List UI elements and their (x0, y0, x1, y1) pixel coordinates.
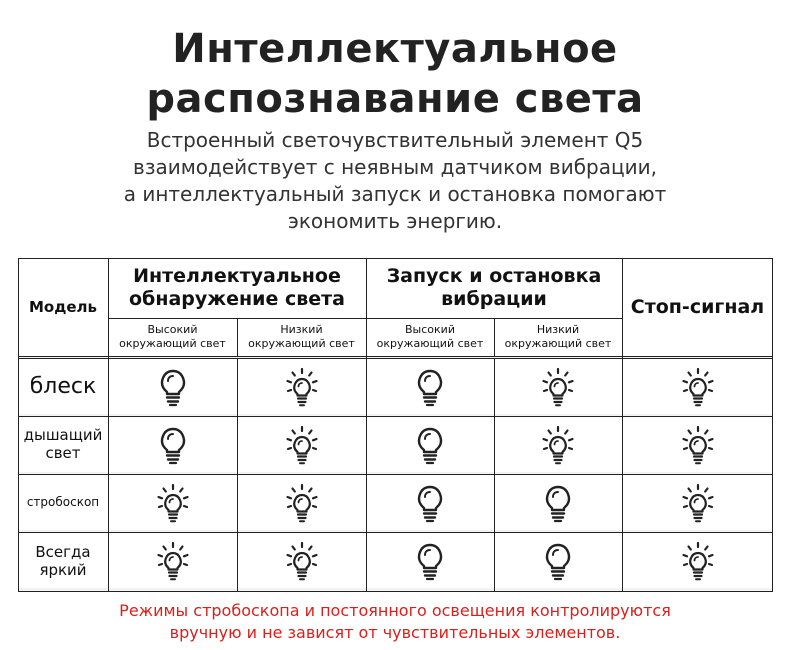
grid-line-vertical (772, 258, 773, 592)
bulb-on-icon (681, 483, 715, 523)
subheader-high-light-1: Высокий окружающий свет (119, 323, 226, 350)
grid-line-vertical (108, 258, 109, 592)
bulb-on-icon (285, 541, 319, 581)
bulb-on-icon (681, 541, 715, 581)
bulb-off-icon (413, 425, 447, 465)
bulb-off-icon (541, 483, 575, 523)
bulb-on-icon (285, 425, 319, 465)
footnote-line1: Режимы стробоскопа и постоянного освещения контролируются (119, 601, 671, 620)
grid-line-vertical (237, 358, 238, 592)
column-header-model: Модель (29, 298, 97, 316)
bulb-on-icon (156, 483, 190, 523)
grid-line-horizontal (18, 356, 773, 357)
bulb-on-icon (156, 541, 190, 581)
bulb-on-icon (681, 367, 715, 407)
grid-line-horizontal (18, 258, 773, 259)
row-label-always-bright: Всегда яркий (35, 543, 91, 579)
row-background (18, 474, 773, 530)
grid-line-horizontal (18, 358, 773, 359)
bulb-on-icon (541, 367, 575, 407)
bulb-off-icon (413, 483, 447, 523)
grid-line-vertical (237, 318, 238, 356)
grid-line-vertical (366, 258, 367, 592)
column-group-vibration: Запуск и остановка вибрации (386, 265, 602, 310)
mode-table (18, 258, 773, 592)
subheader-low-light-1: Низкий окружающий свет (248, 323, 355, 350)
grid-line-horizontal (18, 474, 773, 475)
row-background (18, 532, 773, 588)
bulb-on-icon (285, 367, 319, 407)
bulb-off-icon (156, 367, 190, 407)
page-title-line1: Интеллектуальное (172, 26, 618, 72)
bulb-off-icon (413, 541, 447, 581)
footnote-line2: вручную и не зависят от чувствительных элементов. (169, 623, 621, 642)
column-header-stop-signal: Стоп-сигнал (630, 295, 765, 318)
bulb-off-icon (541, 541, 575, 581)
grid-line-horizontal (18, 416, 773, 417)
subheader-high-light-2: Высокий окружающий свет (376, 323, 484, 350)
grid-line-vertical (622, 258, 623, 592)
grid-line-vertical (494, 358, 495, 592)
row-background (18, 358, 773, 414)
row-background (18, 416, 773, 472)
bulb-off-icon (156, 425, 190, 465)
bulb-on-icon (285, 483, 319, 523)
subtitle-line3: а интеллектуальный запуск и остановка помогают (123, 182, 667, 206)
subheader-low-light-2: Низкий окружающий свет (504, 323, 612, 350)
grid-line-vertical (18, 258, 19, 592)
row-label-breathing: дышащий свет (23, 426, 103, 462)
row-label-strobe: стробоскоп (26, 495, 100, 509)
bulb-on-icon (541, 425, 575, 465)
bulb-off-icon (413, 367, 447, 407)
subtitle-line4: экономить энергию. (287, 209, 503, 233)
column-group-light-detection: Интеллектуальное обнаружение света (129, 265, 345, 310)
grid-line-horizontal (108, 318, 622, 319)
grid-line-horizontal (18, 532, 773, 533)
bulb-on-icon (681, 425, 715, 465)
page-title-line2: распознавание света (146, 76, 644, 122)
row-label-shine: блеск (29, 373, 97, 399)
grid-line-horizontal (18, 591, 773, 592)
grid-line-vertical (494, 318, 495, 356)
subtitle-line1: Встроенный светочувствительный элемент Q5 (146, 128, 644, 152)
subtitle-line2: взаимодействует с неявным датчиком вибрации, (133, 155, 657, 179)
